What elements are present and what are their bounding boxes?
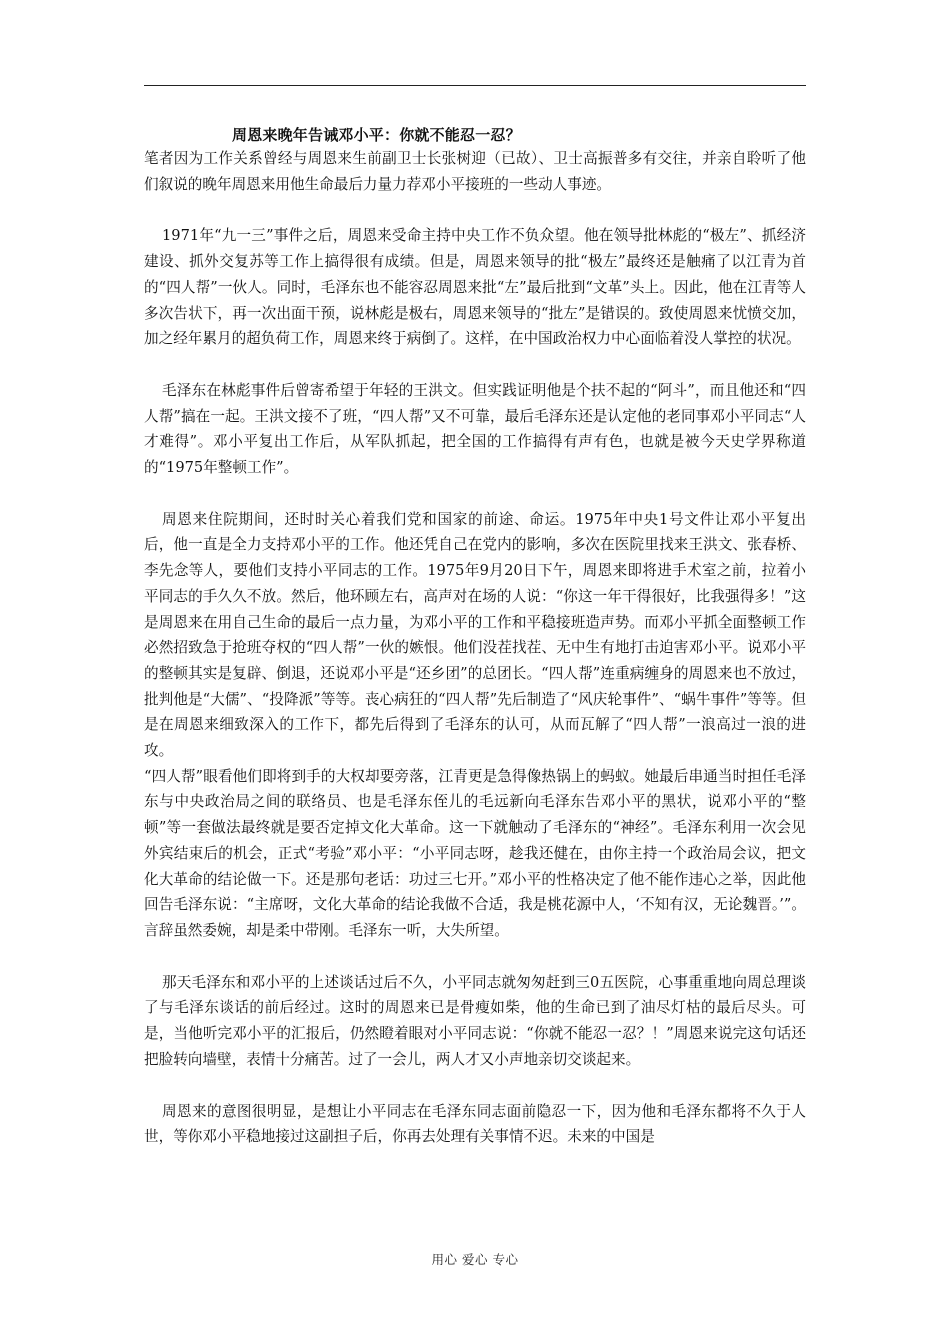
paragraph-1971: 1971年“九一三”事件之后，周恩来受命主持中央工作不负众望。他在领导批林彪的“极左”、抓经济建设、抓外交复苏等工作上搞得很有成绩。但是，周恩来领导的批“极左”最终还是触痛了以江青为首的“四人帮”一伙人。同时，毛泽东也不能容忍周恩来批“左”最后批到“文革”头上。因此，他在江青等人多次告状下，再一次出面干预，说林彪是极右，周恩来领导的“批左”是错误的。致使周恩来忧愤交加，加之经年累月的超负荷工作，周恩来终于病倒了。这样，在中国政治权力中心面临着没人掌控的状况。 <box>144 227 806 348</box>
article-title: 周恩来晚年告诫邓小平：你就不能忍一忍？ <box>232 126 521 144</box>
paragraph-intent: 周恩来的意图很明显，是想让小平同志在毛泽东同志面前隐忍一下，因为他和毛泽东都将不久于人世，等你邓小平稳地接过这副担子后，你再去处理有关事情不迟。未来的中国是 <box>144 1102 806 1146</box>
paragraph-305-hospital: 那天毛泽东和邓小平的上述谈话过后不久，小平同志就匆匆赶到三0五医院，心事重重地向周总理谈了与毛泽东谈话的前后经过。这时的周恩来已是骨瘦如柴，他的生命已到了油尽灯枯的最后尽头。可是，当他听完邓小平的汇报后，仍然瞪着眼对小平同志说：“你就不能忍一忍？！”周恩来说完这句话还把脸转向墙壁，表情十分痛苦。过了一会儿，两人才又小声地亲切交谈起来。 <box>144 973 806 1068</box>
paragraph-gang-of-four: “四人帮”眼看他们即将到手的大权却要旁落，江青更是急得像热锅上的蚂蚁。她最后串通当时担任毛泽东与中央政治局之间的联络员、也是毛泽东侄儿的毛远新向毛泽东告邓小平的黑状，说邓小平的“整顿”等一套做法最终就是要否定掉文化大革命。这一下就触动了毛泽东的“神经”。毛泽东利用一次会见外宾结束后的机会，正式“考验”邓小平：“小平同志呀，趁我还健在，由你主持一个政治局会议，把文化大革命的结论做一下。还是那句老话：功过三七开。”邓小平的性格决定了他不能作违心之举，因此他回告毛泽东说：“主席呀，文化大革命的结论我做不合适，我是桃花源中人，‘不知有汉，无论魏晋。’”。言辞虽然委婉，却是柔中带刚。毛泽东一听，大失所望。 <box>144 767 806 939</box>
page-footer: 用心 爱心 专心 <box>431 1252 519 1267</box>
header-rule <box>144 85 806 86</box>
paragraph-wang-hongwen: 毛泽东在林彪事件后曾寄希望于年轻的王洪文。但实践证明他是个扶不起的“阿斗”，而且他还和“四人帮”搞在一起。王洪文接不了班，“四人帮”又不可靠，最后毛泽东还是认定他的老同事邓小平同志“人才难得”。邓小平复出工作后，从军队抓起，把全国的工作搞得有声有色，也就是被今天史学界称道的“1975年整顿工作”。 <box>144 381 806 477</box>
article-body <box>144 124 806 1150</box>
paragraph-hospital: 周恩来住院期间，还时时关心着我们党和国家的前途、命运。1975年中央1号文件让邓小平复出后，他一直是全力支持邓小平的工作。他还凭自己在党内的影响，多次在医院里找来王洪文、张春桥、李先念等人，要他们支持小平同志的工作。1975年9月20日下午，周恩来即将进手术室之前，拉着小平同志的手久久不放。然后，他环顾左右，高声对在场的人说：“你这一年干得很好，比我强得多！”这是周恩来在用自己生命的最后一点力量，为邓小平的工作和平稳接班造声势。而邓小平抓全面整顿工作必然招致急于抢班夺权的“四人帮”一伙的嫉恨。他们没茬找茬、无中生有地打击迫害邓小平。说邓小平的整顿其实是复辟、倒退，还说邓小平是“还乡团”的总团长。“四人帮”连重病缠身的周恩来也不放过，批判他是“大儒”、“投降派”等等。丧心病狂的“四人帮”先后制造了“风庆轮事件”、“蜗牛事件”等等。但是在周恩来细致深入的工作下，都先后得到了毛泽东的认可，从而瓦解了“四人帮”一浪高过一浪的进攻。 <box>144 510 806 760</box>
paragraph-gap <box>144 481 806 507</box>
paragraph-gap <box>144 944 806 970</box>
paragraph-gap <box>144 352 806 378</box>
paragraph-gap <box>144 1073 806 1099</box>
paragraph-gap <box>144 197 806 223</box>
paragraph-intro: 笔者因为工作关系曾经与周恩来生前副卫士长张树迎（已故）、卫士高振普多有交往，并亲自聆听了他们叙说的晚年周恩来用他生命最后力量力荐邓小平接班的一些动人事迹。 <box>144 150 806 193</box>
